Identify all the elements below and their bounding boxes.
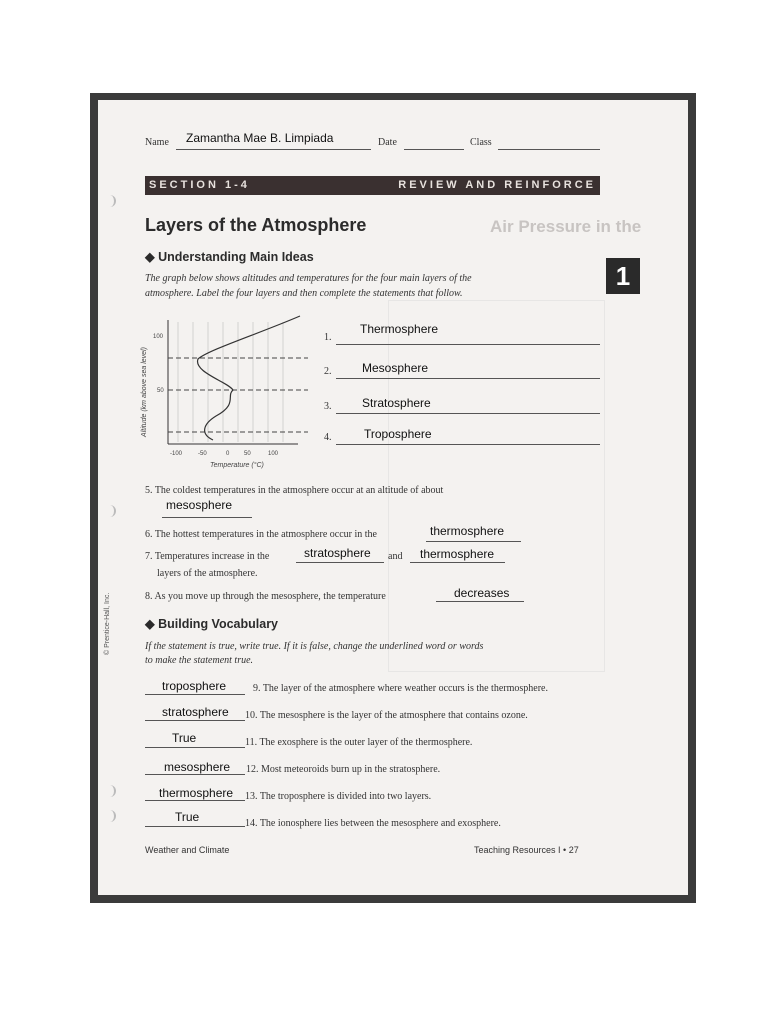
- atmosphere-graph: [138, 312, 313, 472]
- y-axis-label: Altitude (km above sea level): [141, 347, 148, 437]
- main-ideas-instructions: atmosphere. Label the four layers and then complete the statements that follow.: [145, 288, 463, 299]
- footer-left: Weather and Climate: [145, 845, 230, 855]
- layer-answer-1: Thermosphere: [360, 322, 439, 336]
- x-tick-label: -100: [170, 451, 183, 457]
- footer-right: Teaching Resources I • 27: [474, 845, 579, 855]
- vocab-statement-12: 12. Most meteoroids burn up in the stratosphere.: [246, 764, 441, 775]
- layer-number: 3.: [324, 401, 332, 412]
- copyright-text: © Prentice-Hall, Inc.: [104, 592, 111, 655]
- y-tick-label: 100: [153, 334, 164, 340]
- bleed-through-title: Air Pressure in the: [490, 217, 642, 236]
- worksheet-page: [98, 100, 688, 895]
- section-label: SECTION 1-4: [149, 179, 250, 191]
- binder-hole: [98, 785, 116, 797]
- answer-8: decreases: [454, 586, 510, 600]
- date-label: Date: [378, 137, 397, 148]
- vocab-statement-9: 9. The layer of the atmosphere where weather occurs is the thermosphere.: [253, 683, 548, 694]
- question-7: 7. Temperatures increase in the: [145, 551, 270, 562]
- vocab-statement-11: 11. The exosphere is the outer layer of the thermosphere.: [245, 737, 473, 748]
- answer-7a: stratosphere: [304, 546, 371, 560]
- layer-answer-4: Troposphere: [364, 427, 432, 441]
- y-tick-label: 50: [157, 388, 164, 394]
- class-label: Class: [470, 137, 492, 148]
- vocab-answer-9: troposphere: [162, 679, 227, 693]
- name-label: Name: [145, 137, 169, 148]
- section-bar: [145, 176, 600, 195]
- question-5: 5. The coldest temperatures in the atmosphere occur at an altitude of about: [145, 485, 444, 496]
- question-8: 8. As you move up through the mesosphere, the temperature: [145, 591, 386, 602]
- vocabulary-heading: ◆ Building Vocabulary: [145, 617, 279, 631]
- vocab-answer-11: True: [172, 731, 197, 745]
- layer-number: 2.: [324, 366, 332, 377]
- layer-answer-2: Mesosphere: [362, 361, 429, 375]
- x-axis-label: Temperature (°C): [210, 462, 264, 469]
- vocabulary-instructions: If the statement is true, write true. If it is false, change the underlined word or words: [145, 641, 484, 652]
- binder-hole: [98, 195, 116, 207]
- vocab-statement-13: 13. The troposphere is divided into two layers.: [245, 791, 432, 802]
- vocab-statement-10: 10. The mesosphere is the layer of the atmosphere that contains ozone.: [245, 710, 528, 721]
- layer-number: 1.: [324, 332, 332, 343]
- vocab-statement-14: 14. The ionosphere lies between the mesosphere and exosphere.: [245, 818, 501, 829]
- name-value: Zamantha Mae B. Limpiada: [186, 131, 334, 145]
- main-ideas-heading: ◆ Understanding Main Ideas: [145, 250, 314, 264]
- chapter-tab: 1: [606, 258, 640, 294]
- layer-answer-3: Stratosphere: [362, 396, 431, 410]
- binder-hole: [98, 810, 116, 822]
- main-ideas-instructions: The graph below shows altitudes and temperatures for the four main layers of the: [145, 273, 472, 284]
- x-tick-label: -50: [198, 451, 207, 457]
- review-label: REVIEW AND REINFORCE: [398, 179, 596, 191]
- vocab-answer-14: True: [175, 810, 200, 824]
- answer-6: thermosphere: [430, 524, 505, 538]
- x-tick-label: 100: [268, 451, 279, 457]
- page-title: Layers of the Atmosphere: [145, 215, 367, 235]
- question-6: 6. The hottest temperatures in the atmosphere occur in the: [145, 529, 377, 540]
- vocabulary-instructions: to make the statement true.: [145, 655, 254, 666]
- vocab-answer-12: mesosphere: [164, 760, 231, 774]
- x-tick-label: 50: [244, 451, 251, 457]
- vocab-answer-10: stratosphere: [162, 705, 229, 719]
- answer-5: mesosphere: [166, 498, 233, 512]
- vocab-answer-13: thermosphere: [159, 786, 234, 800]
- x-tick-label: 0: [226, 451, 230, 457]
- layer-number: 4.: [324, 432, 332, 443]
- binder-hole: [98, 505, 116, 517]
- question-7-and: and: [388, 551, 403, 562]
- question-7-cont: layers of the atmosphere.: [157, 568, 258, 579]
- answer-7b: thermosphere: [420, 547, 495, 561]
